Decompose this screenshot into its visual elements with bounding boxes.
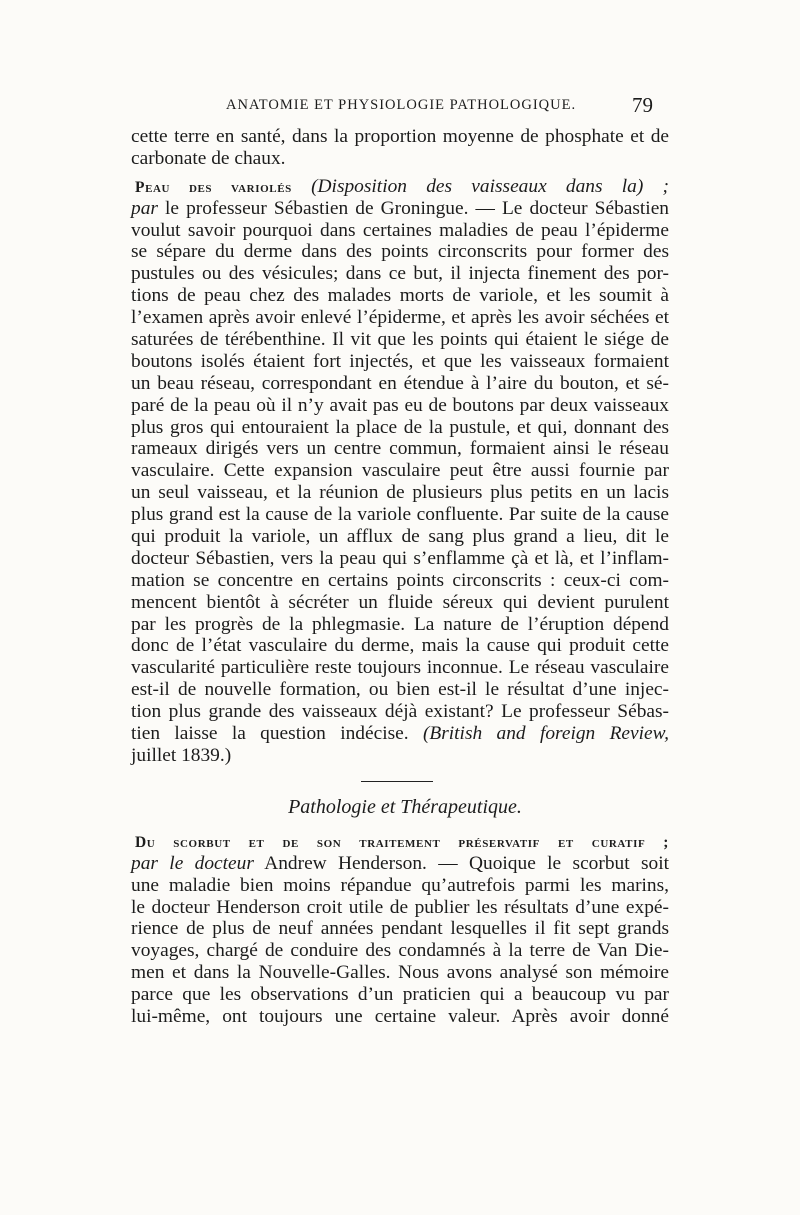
text-line: se sépare du derme dans des points circonscrits pour former des — [131, 241, 669, 263]
text-line: pustules ou des vésicules; dans ce but, il injecta finement des por- — [131, 263, 669, 285]
text-line: plus grand est la cause de la variole confluente. Par suite de la cause — [131, 504, 669, 526]
text-line: rameaux dirigés vers un centre commun, formaient ainsi le réseau — [131, 438, 669, 460]
running-title: ANATOMIE ET PHYSIOLOGIE PATHOLOGIQUE. — [226, 97, 577, 113]
page-number: 79 — [632, 93, 653, 117]
text-line: par le docteur Andrew Henderson. — Quoique le scorbut soit — [131, 852, 670, 874]
text-line: vascularité particulière reste toujours inconnue. Le réseau vasculaire — [131, 657, 669, 679]
text-line: saturées de térébenthine. Il vit que les points qui étaient le siége de — [131, 329, 669, 351]
text-line: une maladie bien moins répandue qu’autrefois parmi les marins, — [131, 874, 669, 896]
text-line: parce que les observations d’un praticien qui a beaucoup vu par — [131, 984, 669, 1006]
text-line: docteur Sébastien, vers la peau qui s’enflamme çà et là, et l’inflam- — [131, 547, 669, 569]
text-line: vasculaire. Cette expansion vasculaire peut être aussi fournie par — [131, 460, 669, 482]
text-line: le docteur Henderson croit utile de publier les résultats d’une expé- — [131, 896, 669, 918]
article-heading-title: Du scorbut et de son traitement préservatif et curatif ; — [135, 833, 669, 851]
section-title: Pathologie et Thérapeutique. — [288, 795, 522, 818]
section-divider — [131, 771, 669, 793]
article-heading — [131, 831, 669, 853]
text-line: qui produit la variole, un afflux de sang plus grand a lieu, dit le — [131, 526, 669, 548]
text-line: tien laisse la question indécise. (British and foreign Review, — [131, 723, 669, 745]
text-line: un seul vaisseau, et la réunion de plusieurs plus petits en un lacis — [131, 482, 669, 504]
text-line: par les progrès de la phlegmasie. La nature de l’éruption dépend — [131, 613, 669, 635]
text-line: un beau réseau, correspondant en étendue à l’aire du bouton, et sé- — [131, 372, 669, 394]
text-line: rience de plus de neuf années pendant lesquelles il fit sept grands — [131, 918, 669, 940]
page-body — [131, 126, 669, 1028]
text-line: carbonate de chaux. — [131, 147, 286, 169]
text-line: mation se concentre en certains points circonscrits : ceux-ci com- — [131, 569, 669, 591]
text-line: paré de la peau où il n’y avait pas eu de boutons par deux vaisseaux — [131, 394, 669, 416]
article-heading — [131, 176, 669, 198]
divider-rule — [361, 781, 433, 782]
text-line: tions de peau chez des malades morts de variole, et les soumit à — [131, 285, 669, 307]
text-line: boutons isolés étaient fort injectés, et que les vaisseaux formaient — [131, 350, 669, 372]
citation: (British and foreign Review, — [422, 723, 669, 745]
text-line: donc de l’état vasculaire du derme, mais la cause qui produit cette — [131, 635, 669, 657]
text-line: lui-même, ont toujours une certaine valeur. Après avoir donné — [131, 1005, 669, 1027]
text-line: voulut savoir pourquoi dans certaines maladies de peau l’épiderme — [131, 219, 669, 241]
article-heading-title: Peau des variolés — [135, 178, 292, 196]
article-heading-subtitle: (Disposition des vaisseaux dans la) ; — [311, 175, 669, 197]
text-line: mencent bientôt à sécréter un fluide séreux qui devient purulent — [131, 591, 669, 613]
text-line: cette terre en santé, dans la proportion moyenne de phosphate et de — [131, 126, 669, 147]
text-line: tion plus grande des vaisseaux déjà existant? Le professeur Sébas- — [131, 701, 669, 723]
text-line: est-il de nouvelle formation, ou bien est-il le résultat d’une injec- — [131, 679, 669, 701]
text-line: par le professeur Sébastien de Groningue. — Le docteur Sébastien — [131, 197, 669, 219]
text-line: voyages, chargé de conduire des condamnés à la terre de Van Die- — [131, 940, 669, 962]
text-line: plus gros qui entouraient la place de la pustule, et qui, donnant des — [131, 416, 669, 438]
text-line: l’examen après avoir enlevé l’épiderme, et après les avoir séchées et — [131, 307, 669, 329]
text-line: juillet 1839.) — [131, 744, 232, 766]
running-header — [131, 93, 653, 119]
text-line: men et dans la Nouvelle-Galles. Nous avons analysé son mémoire — [131, 962, 669, 984]
